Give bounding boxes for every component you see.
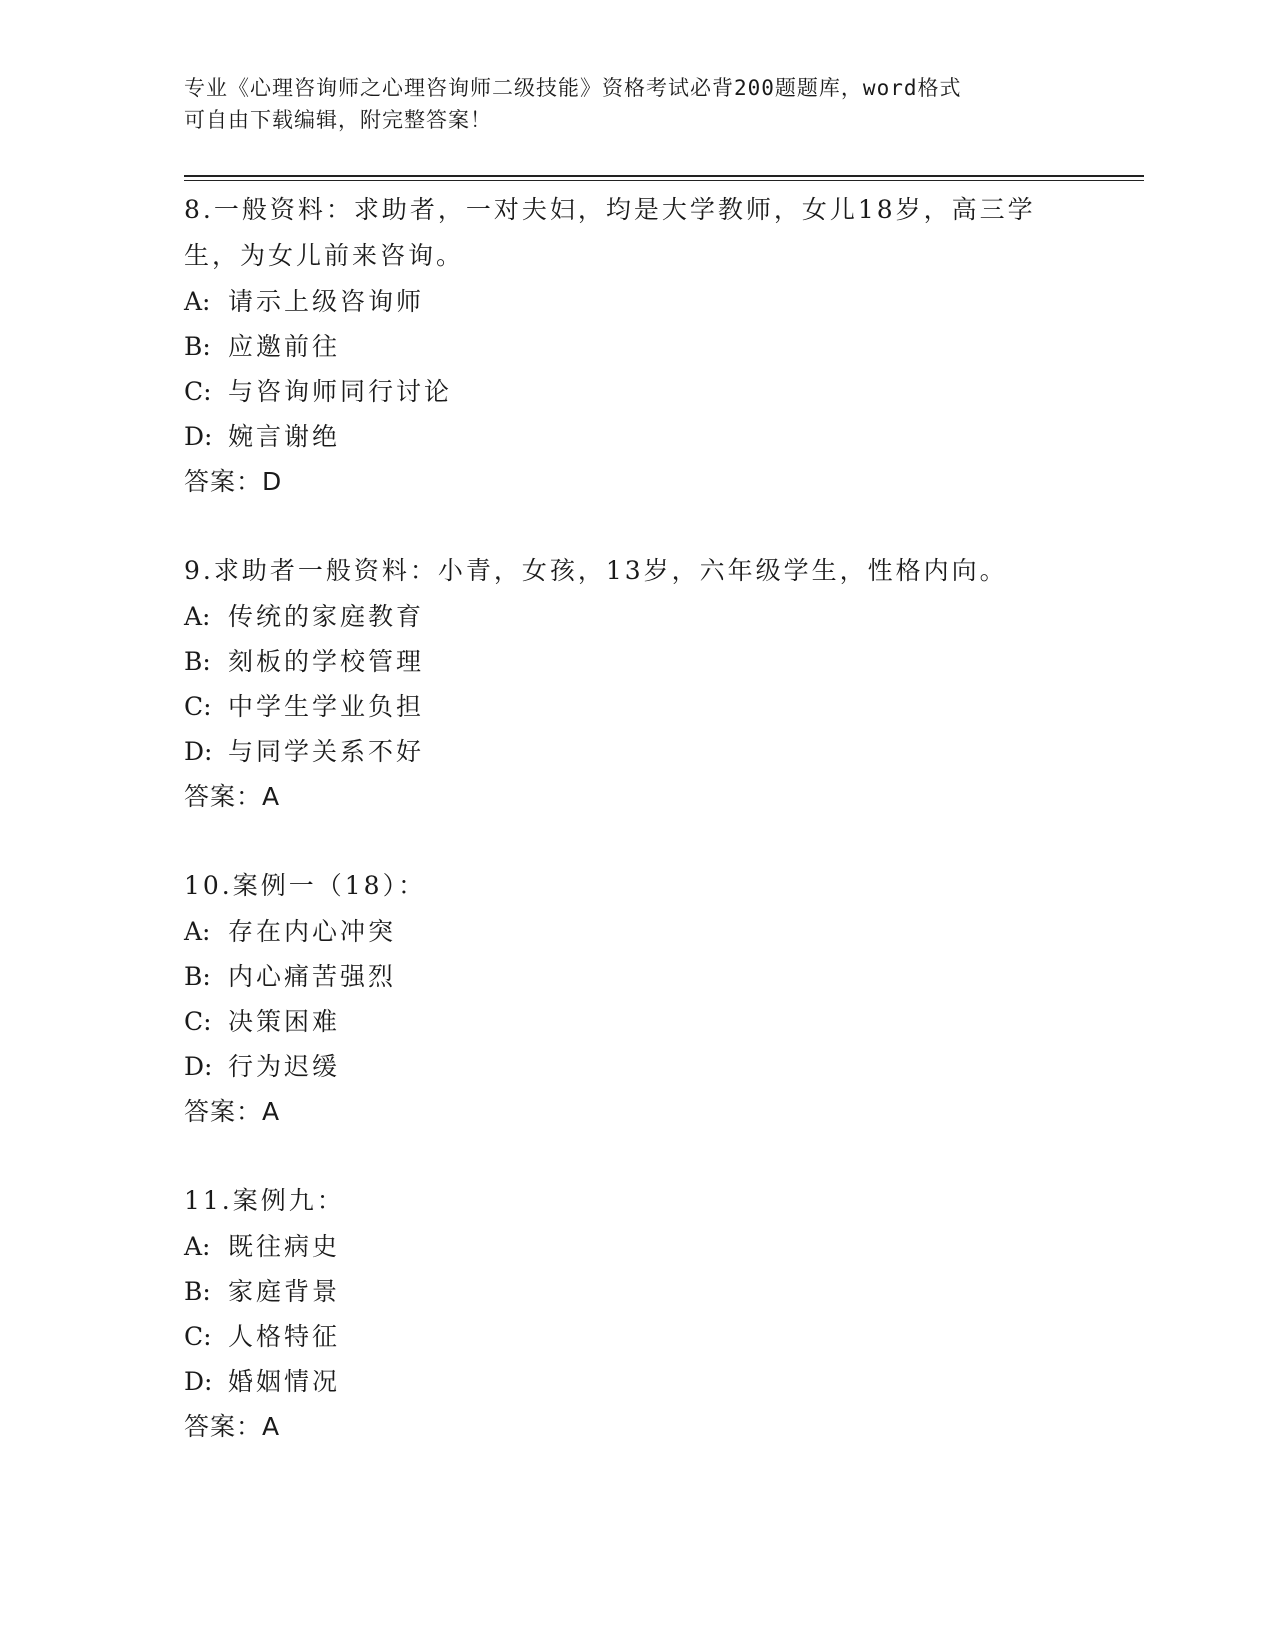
option-text: 决策困难 — [228, 1007, 341, 1036]
option-text: 与同学关系不好 — [228, 737, 425, 766]
option-c — [184, 369, 1084, 414]
option-text: 传统的家庭教育 — [228, 602, 425, 631]
option-c — [184, 999, 1084, 1044]
option-d — [184, 414, 1084, 459]
question-10 — [184, 863, 1084, 1134]
option-text: 既往病史 — [228, 1232, 341, 1261]
question-list — [184, 187, 1084, 1493]
header-divider-thin — [184, 180, 1144, 181]
option-text: 家庭背景 — [228, 1277, 341, 1306]
option-letter: B: — [184, 647, 211, 676]
header-divider-thick — [184, 175, 1144, 177]
option-letter: D: — [184, 1052, 213, 1081]
option-letter: A: — [184, 287, 211, 316]
option-b — [184, 324, 1084, 369]
option-letter: C: — [184, 1322, 212, 1351]
option-text: 与咨询师同行讨论 — [228, 377, 453, 406]
option-d — [184, 1359, 1084, 1404]
option-b — [184, 1269, 1084, 1314]
question-stem-line: 10.案例一（18）： — [184, 871, 427, 900]
option-letter: D: — [184, 1367, 213, 1396]
option-text: 中学生学业负担 — [228, 692, 425, 721]
option-text: 婉言谢绝 — [228, 422, 341, 451]
option-text: 婚姻情况 — [228, 1367, 341, 1396]
option-letter: A: — [184, 1232, 211, 1261]
option-a — [184, 279, 1084, 324]
question-stem-line: 8.一般资料：求助者，一对夫妇，均是大学教师，女儿18岁，高三学 — [184, 195, 1036, 224]
option-text: 请示上级咨询师 — [228, 287, 425, 316]
option-letter: C: — [184, 377, 212, 406]
question-stem-line: 11.案例九： — [184, 1186, 345, 1215]
option-text: 人格特征 — [228, 1322, 341, 1351]
option-letter: C: — [184, 692, 212, 721]
option-a — [184, 909, 1084, 954]
option-a — [184, 1224, 1084, 1269]
answer-line: 答案：D — [184, 467, 283, 496]
question-stem-line: 9.求助者一般资料：小青，女孩，13岁，六年级学生，性格内向。 — [184, 556, 1008, 585]
option-b — [184, 954, 1084, 999]
option-d — [184, 729, 1084, 774]
answer-line: 答案：A — [184, 1097, 281, 1126]
option-text: 行为迟缓 — [228, 1052, 341, 1081]
option-c — [184, 684, 1084, 729]
header-line-1: 专业《心理咨询师之心理咨询师二级技能》资格考试必背200题题库，word格式 — [184, 76, 962, 100]
answer-line: 答案：A — [184, 1412, 281, 1441]
option-letter: C: — [184, 1007, 212, 1036]
option-text: 存在内心冲突 — [228, 917, 397, 946]
option-letter: A: — [184, 917, 211, 946]
option-letter: B: — [184, 332, 211, 361]
option-c — [184, 1314, 1084, 1359]
option-letter: D: — [184, 737, 213, 766]
question-11 — [184, 1178, 1084, 1449]
answer-line: 答案：A — [184, 782, 281, 811]
option-d — [184, 1044, 1084, 1089]
document-header — [184, 72, 1064, 136]
option-letter: B: — [184, 962, 211, 991]
option-text: 内心痛苦强烈 — [228, 962, 397, 991]
header-line-2: 可自由下载编辑，附完整答案！ — [184, 108, 492, 132]
option-letter: A: — [184, 602, 211, 631]
question-8 — [184, 187, 1084, 504]
option-a — [184, 594, 1084, 639]
option-text: 应邀前往 — [228, 332, 341, 361]
question-stem-line: 生，为女儿前来咨询。 — [184, 241, 465, 270]
option-text: 刻板的学校管理 — [228, 647, 425, 676]
option-letter: D: — [184, 422, 213, 451]
option-b — [184, 639, 1084, 684]
question-9 — [184, 548, 1084, 819]
option-letter: B: — [184, 1277, 211, 1306]
